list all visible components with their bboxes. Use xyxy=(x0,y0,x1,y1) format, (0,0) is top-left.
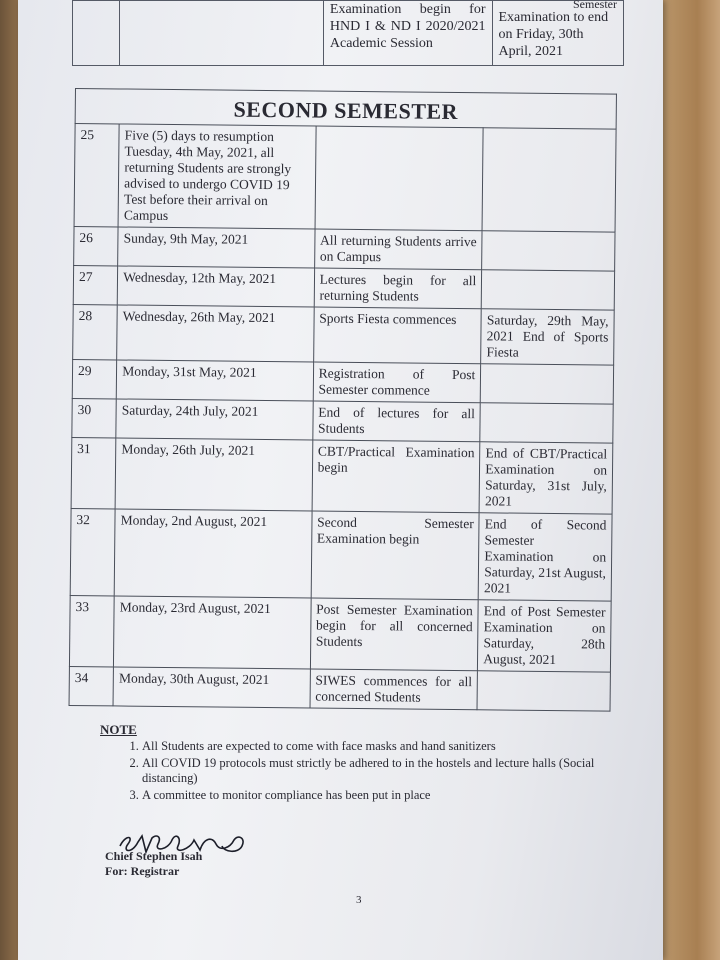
row-number: 28 xyxy=(73,304,118,359)
note-section xyxy=(100,722,630,805)
row-date: Saturday, 24th July, 2021 xyxy=(116,399,313,440)
table-title: SECOND SEMESTER xyxy=(75,89,616,130)
row-end: Saturday, 29th May, 2021 End of Sports Fiesta xyxy=(481,309,614,365)
fragment-cell-activity: Examination begin for HND I & ND I 2020/2021 Academic Session xyxy=(323,1,492,66)
row-date: Monday, 2nd August, 2021 xyxy=(114,509,311,598)
fragment-cell-end-top: Semester xyxy=(573,0,617,11)
schedule-row xyxy=(71,437,613,514)
row-date: Monday, 23rd August, 2021 xyxy=(114,596,311,669)
row-end: End of CBT/Practical Examination on Saturday, 31st July, 2021 xyxy=(479,442,612,514)
row-end: End of Post Semester Examination on Saturday, 28th August, 2021 xyxy=(478,600,611,672)
row-date: Monday, 31st May, 2021 xyxy=(116,360,313,401)
background-left-edge xyxy=(0,0,18,960)
schedule-row xyxy=(70,508,612,601)
signatory-role: For: Registrar xyxy=(105,864,180,878)
row-number: 27 xyxy=(73,265,118,304)
row-date: Wednesday, 26th May, 2021 xyxy=(117,305,314,362)
row-number: 30 xyxy=(72,398,117,437)
row-activity: CBT/Practical Examination begin xyxy=(312,440,480,513)
schedule-row xyxy=(73,304,615,365)
schedule-row xyxy=(74,124,616,233)
note-item: 1. All Students are expected to come with face masks and hand sanitizers xyxy=(142,739,630,754)
row-end xyxy=(480,403,613,443)
row-number: 33 xyxy=(69,595,114,666)
row-date: Five (5) days to resumption Tuesday, 4th May, 2021, all returning Students are strongly advised to undergo COVID 19 Test before their arrival on Campus xyxy=(118,124,316,229)
background-right-edge xyxy=(663,0,720,960)
schedule-row xyxy=(69,666,610,711)
row-number: 26 xyxy=(74,226,119,265)
row-date: Monday, 26th July, 2021 xyxy=(115,438,312,511)
page-number: 3 xyxy=(356,894,362,906)
row-activity: Lectures begin for all returning Students xyxy=(314,268,482,309)
row-activity: SIWES commences for all concerned Students xyxy=(310,669,478,710)
row-number: 34 xyxy=(69,666,114,705)
row-end xyxy=(482,270,615,310)
row-end xyxy=(477,671,610,711)
row-number: 29 xyxy=(72,359,117,398)
signatory-name: Chief Stephen Isah xyxy=(105,849,203,863)
schedule-row xyxy=(72,398,613,443)
row-number: 32 xyxy=(70,508,115,595)
note-item: 3. A committee to monitor compliance has been put in place xyxy=(142,788,630,803)
schedule-row xyxy=(72,359,613,404)
signatory-block xyxy=(105,849,202,879)
row-date: Sunday, 9th May, 2021 xyxy=(118,227,315,268)
row-end xyxy=(481,364,614,404)
fragment-cell-end-text: Examination to end on Friday, 30th April, 2021 xyxy=(498,10,609,59)
row-end: End of Second Semester Examination on Saturday, 21st August, 2021 xyxy=(478,513,612,601)
note-title: NOTE xyxy=(100,722,137,737)
schedule-row xyxy=(74,226,615,271)
row-date: Monday, 30th August, 2021 xyxy=(113,667,310,708)
previous-table-fragment xyxy=(72,0,624,66)
schedule-row xyxy=(73,265,614,310)
schedule-row xyxy=(69,595,611,672)
row-end xyxy=(482,231,615,271)
row-date: Wednesday, 12th May, 2021 xyxy=(117,266,314,307)
row-number: 31 xyxy=(71,437,116,508)
second-semester-table xyxy=(69,88,617,712)
row-activity: Post Semester Examination begin for all concerned Students xyxy=(310,598,478,671)
row-activity: Registration of Post Semester commence xyxy=(313,362,481,403)
fragment-cell-a xyxy=(73,1,120,66)
row-activity xyxy=(315,126,484,231)
note-item: 2. All COVID 19 protocols must strictly be adhered to in the hostels and lecture halls (Social distancing) xyxy=(142,756,630,786)
note-list xyxy=(100,739,630,803)
fragment-cell-blank xyxy=(120,1,324,66)
row-number: 25 xyxy=(74,124,119,227)
row-end xyxy=(482,128,616,232)
row-activity: Second Semester Examination begin xyxy=(311,511,480,600)
fragment-cell-end xyxy=(492,1,624,66)
row-activity: End of lectures for all Students xyxy=(312,401,480,442)
table-body xyxy=(69,124,616,712)
row-activity: All returning Students arrive on Campus xyxy=(314,229,482,270)
row-activity: Sports Fiesta commences xyxy=(313,307,481,364)
